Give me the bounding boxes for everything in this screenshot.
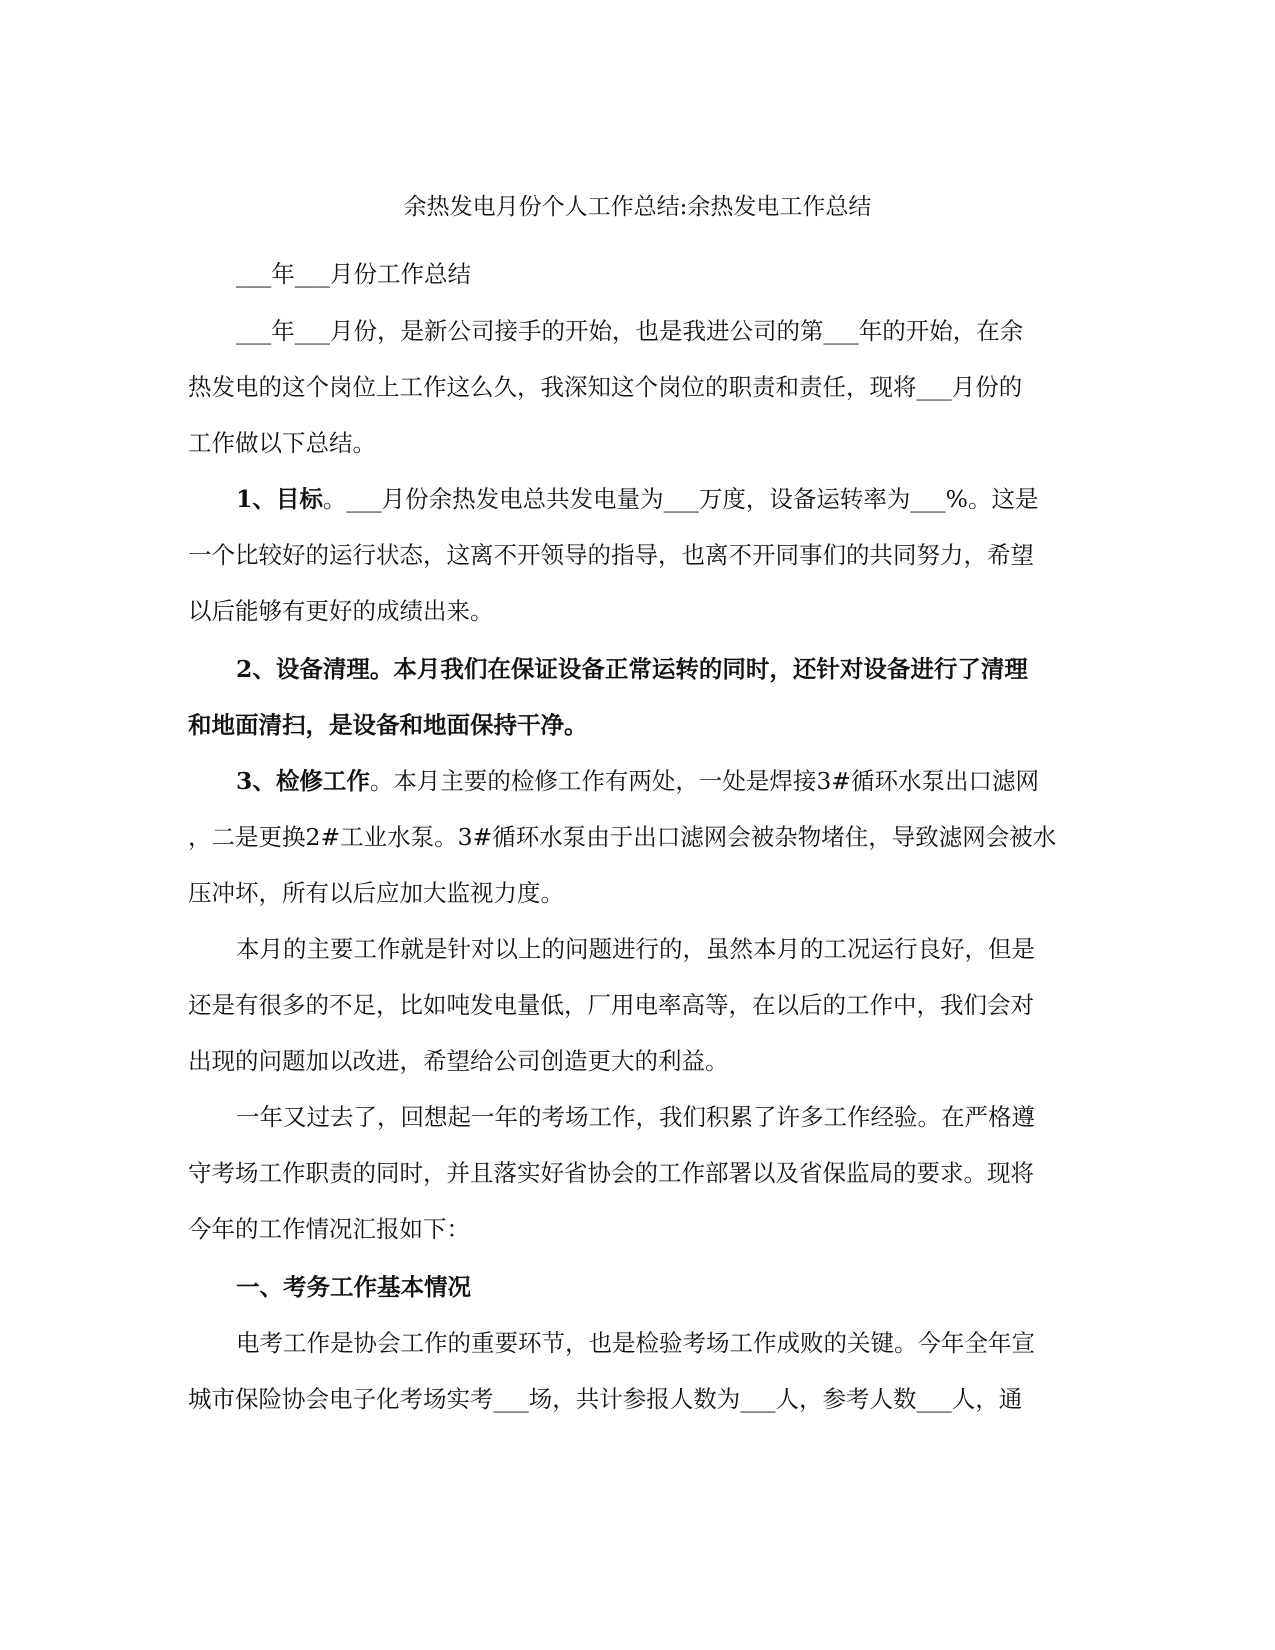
paragraph-line: ___年___月份，是新公司接手的开始，也是我进公司的第___年的开始，在余 xyxy=(236,317,1024,345)
item3-first-line xyxy=(236,766,1136,796)
document-title: 余热发电月份个人工作总结:余热发电工作总结 xyxy=(403,194,872,220)
paragraph-line: 一个比较好的运行状态，这离不开领导的指导，也离不开同事们的共同努力，希望 xyxy=(188,541,1034,569)
item1-label: 1、目标 xyxy=(236,485,323,513)
item3-label: 3、检修工作 xyxy=(236,767,370,795)
paragraph-line: 出现的问题加以改进，希望给公司创造更大的利益。 xyxy=(188,1047,729,1075)
paragraph-line: 还是有很多的不足，比如吨发电量低，厂用电率高等，在以后的工作中，我们会对 xyxy=(188,991,1034,1019)
paragraph-line: 热发电的这个岗位上工作这么久，我深知这个岗位的职责和责任，现将___月份的 xyxy=(188,373,1023,401)
paragraph-line: 守考场工作职责的同时，并且落实好省协会的工作部署以及省保监局的要求。现将 xyxy=(188,1159,1034,1187)
item2-line: 和地面清扫，是设备和地面保持干净。 xyxy=(188,711,588,739)
paragraph-line: 城市保险协会电子化考场实考___场，共计参报人数为___人，参考人数___人，通 xyxy=(188,1385,1023,1413)
paragraph-line: 压冲坏，所有以后应加大监视力度。 xyxy=(188,879,564,907)
paragraph-line: 一年又过去了，回想起一年的考场工作，我们积累了许多工作经验。在严格遵 xyxy=(236,1103,1035,1131)
month-heading: ___年___月份工作总结 xyxy=(236,260,471,288)
paragraph-line: 本月的主要工作就是针对以上的问题进行的，虽然本月的工况运行良好，但是 xyxy=(236,935,1035,963)
paragraph-line: ，二是更换2#工业水泵。3#循环水泵由于出口滤网会被杂物堵住，导致滤网会被水 xyxy=(188,823,1057,851)
section-heading: 一、考务工作基本情况 xyxy=(236,1273,471,1301)
paragraph-line: 今年的工作情况汇报如下： xyxy=(188,1215,470,1243)
paragraph-line: 工作做以下总结。 xyxy=(188,429,376,457)
item1-text: 。___月份余热发电总共发电量为___万度，设备运转率为___%。这是 xyxy=(322,485,1039,513)
paragraph-line: 以后能够有更好的成绩出来。 xyxy=(188,597,494,625)
item3-text: 。本月主要的检修工作有两处，一处是焊接3#循环水泵出口滤网 xyxy=(369,767,1040,795)
paragraph-line: 电考工作是协会工作的重要环节，也是检验考场工作成败的关键。今年全年宣 xyxy=(236,1329,1035,1357)
item1-first-line xyxy=(236,484,1136,514)
item2-line: 2、设备清理。本月我们在保证设备正常运转的同时，还针对设备进行了清理 xyxy=(236,655,1028,683)
